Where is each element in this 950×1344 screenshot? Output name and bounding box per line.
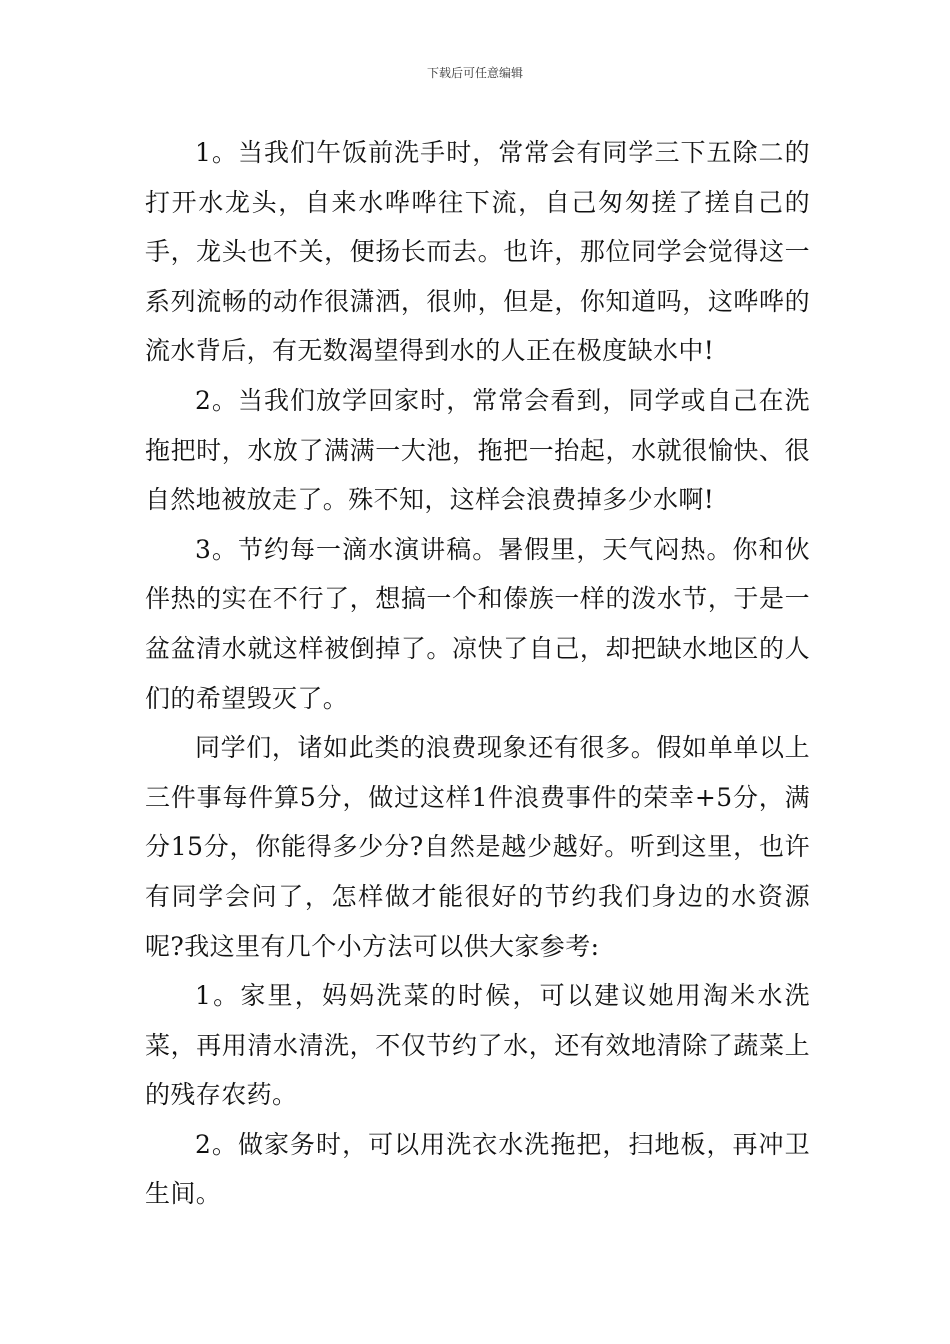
header-note: 下载后可任意编辑	[426, 66, 523, 80]
paragraph-1: 1。当我们午饭前洗手时，常常会有同学三下五除二的打开水龙头，自来水哗哗往下流，自己匆匆搓了搓自己的手，龙头也不关，便扬长而去。也许，那位同学会觉得这一系列流畅的动作很潇洒，很帅，但是，你知道吗，这哗哗的流水背后，有无数渴望得到水的人正在极度缺水中!	[145, 138, 810, 366]
paragraph-4: 同学们，诸如此类的浪费现象还有很多。假如单单以上三件事每件算5分，做过这样1件浪费事件的荣幸+5分，满分15分，你能得多少分?自然是越少越好。听到这里，也许有同学会问了，怎样做才能很好的节约我们身边的水资源呢?我这里有几个小方法可以供大家参考:	[145, 733, 810, 961]
paragraph-5: 1。家里，妈妈洗菜的时候，可以建议她用淘米水洗菜，再用清水清洗，不仅节约了水，还有效地清除了蔬菜上的残存农药。	[145, 981, 810, 1110]
document-body	[145, 128, 810, 1219]
paragraph-6: 2。做家务时，可以用洗衣水洗拖把，扫地板，再冲卫生间。	[145, 1129, 810, 1209]
paragraph-2: 2。当我们放学回家时，常常会看到，同学或自己在洗拖把时，水放了满满一大池，拖把一抬起，水就很愉快、很自然地被放走了。殊不知，这样会浪费掉多少水啊!	[145, 385, 810, 515]
paragraph-3: 3。节约每一滴水演讲稿。暑假里，天气闷热。你和伙伴热的实在不行了，想搞一个和傣族一样的泼水节，于是一盆盆清水就这样被倒掉了。凉快了自己，却把缺水地区的人们的希望毁灭了。	[145, 534, 810, 713]
